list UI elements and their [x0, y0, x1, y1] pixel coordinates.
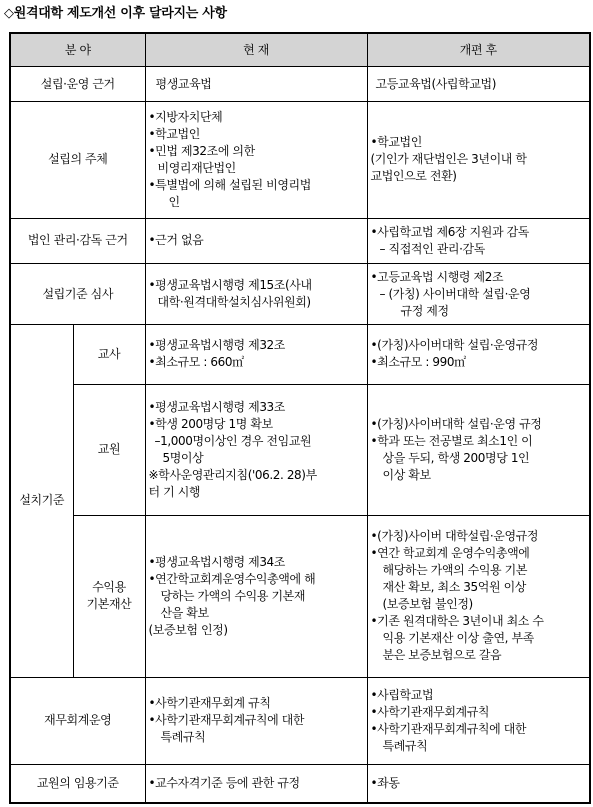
current-text: (보증보험 인정)	[148, 622, 228, 637]
after-text: •사립학교법 제6장 지원과 감독	[370, 224, 529, 239]
after-text: 교법인으로 전환)	[370, 169, 457, 184]
table-row	[10, 384, 590, 515]
current-cell	[145, 325, 367, 384]
sub-category	[73, 515, 145, 677]
current-text: •평생교육법시행령 제15조(사내	[148, 278, 312, 293]
after-text: 고등교육법(사립학교법)	[375, 76, 496, 91]
header-category: 분 야	[10, 33, 145, 67]
after-text: (보증보험 불인정)	[382, 597, 473, 612]
current-text: •최소규모 : 660㎡	[148, 355, 244, 370]
table-row	[10, 102, 590, 219]
sub-category	[73, 384, 145, 515]
current-text: 산을 확보	[160, 605, 209, 620]
comparison-table	[9, 32, 591, 804]
current-text: •사학기관재무회계 규칙	[148, 696, 271, 711]
current-cell	[145, 67, 367, 102]
after-text: •(가칭)사이버대학 설립·운영규정	[370, 338, 539, 353]
current-cell	[145, 677, 367, 764]
table-header-row	[10, 33, 590, 67]
row-category: 재무회계운영	[10, 677, 145, 764]
header-after: 개편 후	[367, 33, 590, 67]
after-text: 해당하는 가액의 수익용 기본	[382, 563, 528, 578]
after-cell	[367, 325, 590, 384]
current-cell	[145, 515, 367, 677]
after-text: •(가칭)사이버대학 설립·운영 규정	[370, 416, 542, 431]
after-text: 익용 기본재산 이상 출연, 부족	[382, 631, 534, 646]
current-text: 비영리재단법인	[157, 160, 236, 175]
row-category: 설립·운영 근거	[10, 67, 145, 102]
current-text: •사학기관재무회계규칙에 대한	[148, 713, 305, 728]
after-text: •기존 원격대학은 3년이내 최소 수	[370, 614, 544, 629]
after-text: •학교법인	[370, 135, 422, 150]
current-text: •평생교육법시행령 제34조	[148, 554, 285, 569]
document-title: ◇원격대학 제도개선 이후 달라지는 사항	[4, 6, 227, 21]
after-text: •연간 학교회계 운영수익총액에	[370, 546, 530, 561]
after-text: 특례규칙	[382, 738, 428, 753]
current-text: •지방자치단체	[148, 109, 223, 124]
current-text: •연간학교회계운영수익총액에 해	[148, 571, 316, 586]
after-cell	[367, 677, 590, 764]
after-text: •최소규모 : 990㎡	[370, 355, 466, 370]
current-cell	[145, 218, 367, 263]
current-text: ※학사운영관리지침('06.2. 28)부	[148, 467, 317, 482]
after-text: 재산 확보, 최소 35억원 이상	[382, 580, 526, 595]
current-cell	[145, 384, 367, 515]
current-text: •근거 없음	[148, 233, 204, 248]
current-text: •민법 제32조에 의한	[148, 143, 255, 158]
current-cell	[145, 102, 367, 219]
sub-category-text: 교사	[97, 346, 121, 361]
table-row	[10, 263, 590, 324]
row-category: 교원의 임용기준	[10, 764, 145, 803]
current-text: 평생교육법	[155, 76, 212, 91]
after-text: •사학기관재무회계규칙	[370, 704, 490, 719]
current-text: 특례규칙	[160, 730, 206, 745]
after-text: •고등교육법 시행령 제2조	[370, 269, 504, 284]
after-cell	[367, 102, 590, 219]
row-category: 설립의 주체	[10, 102, 145, 219]
current-text: 인	[168, 194, 180, 209]
after-cell	[367, 384, 590, 515]
row-category: 설치기준	[10, 325, 73, 677]
table-row	[10, 67, 590, 102]
current-text: •평생교육법시행령 제32조	[148, 338, 285, 353]
sub-category-text: 교원	[97, 442, 121, 457]
current-text: 대학·원격대학설치심사위원회)	[157, 295, 311, 310]
after-text: – 직접적인 관리·감독	[379, 241, 485, 256]
current-text: 5명이상	[162, 450, 204, 465]
row-category: 법인 관리·감독 근거	[10, 218, 145, 263]
after-cell	[367, 263, 590, 324]
table-row	[10, 764, 590, 803]
current-text: •학교법인	[148, 126, 200, 141]
table-row	[10, 677, 590, 764]
header-current: 현 재	[145, 33, 367, 67]
table-row	[10, 218, 590, 263]
after-text: (기인가 재단법인은 3년이내 학	[370, 152, 527, 167]
current-text: •교수자격기준 등에 관한 규정	[148, 775, 300, 790]
table-row	[10, 515, 590, 677]
current-text: 당하는 가액의 수익용 기본재	[160, 588, 306, 603]
after-text: 분은 보증보험으로 갈음	[382, 648, 502, 663]
after-text: •사립학교법	[370, 687, 434, 702]
current-text: –1,000명이상인 경우 전임교원	[154, 433, 312, 448]
after-text: 이상 확보	[382, 467, 431, 482]
current-text: •특별법에 의해 설립된 비영리법	[148, 177, 311, 192]
current-cell	[145, 263, 367, 324]
sub-category-text: 기본재산	[86, 597, 132, 612]
after-text: – (가칭) 사이버대학 설립·운영	[379, 286, 531, 301]
current-text: 터 기 시행	[148, 484, 201, 499]
sub-category-text: 수익용	[92, 580, 126, 595]
after-text: •학과 또는 전공별로 최소1인 이	[370, 433, 533, 448]
after-cell	[367, 67, 590, 102]
table-row	[10, 325, 590, 384]
sub-category	[73, 325, 145, 384]
after-cell	[367, 218, 590, 263]
after-cell	[367, 515, 590, 677]
after-text: •사학기관재무회계규칙에 대한	[370, 721, 527, 736]
after-text: 규정 제정	[400, 303, 449, 318]
after-text: •좌동	[370, 775, 400, 790]
current-text: •평생교육법시행령 제33조	[148, 399, 285, 414]
current-text: •학생 200명당 1명 확보	[148, 416, 273, 431]
after-cell	[367, 764, 590, 803]
row-category: 설립기준 심사	[10, 263, 145, 324]
current-cell	[145, 764, 367, 803]
after-text: •(가칭)사이버 대학설립·운영규정	[370, 529, 539, 544]
after-text: 상을 두되, 학생 200명당 1인	[382, 450, 530, 465]
